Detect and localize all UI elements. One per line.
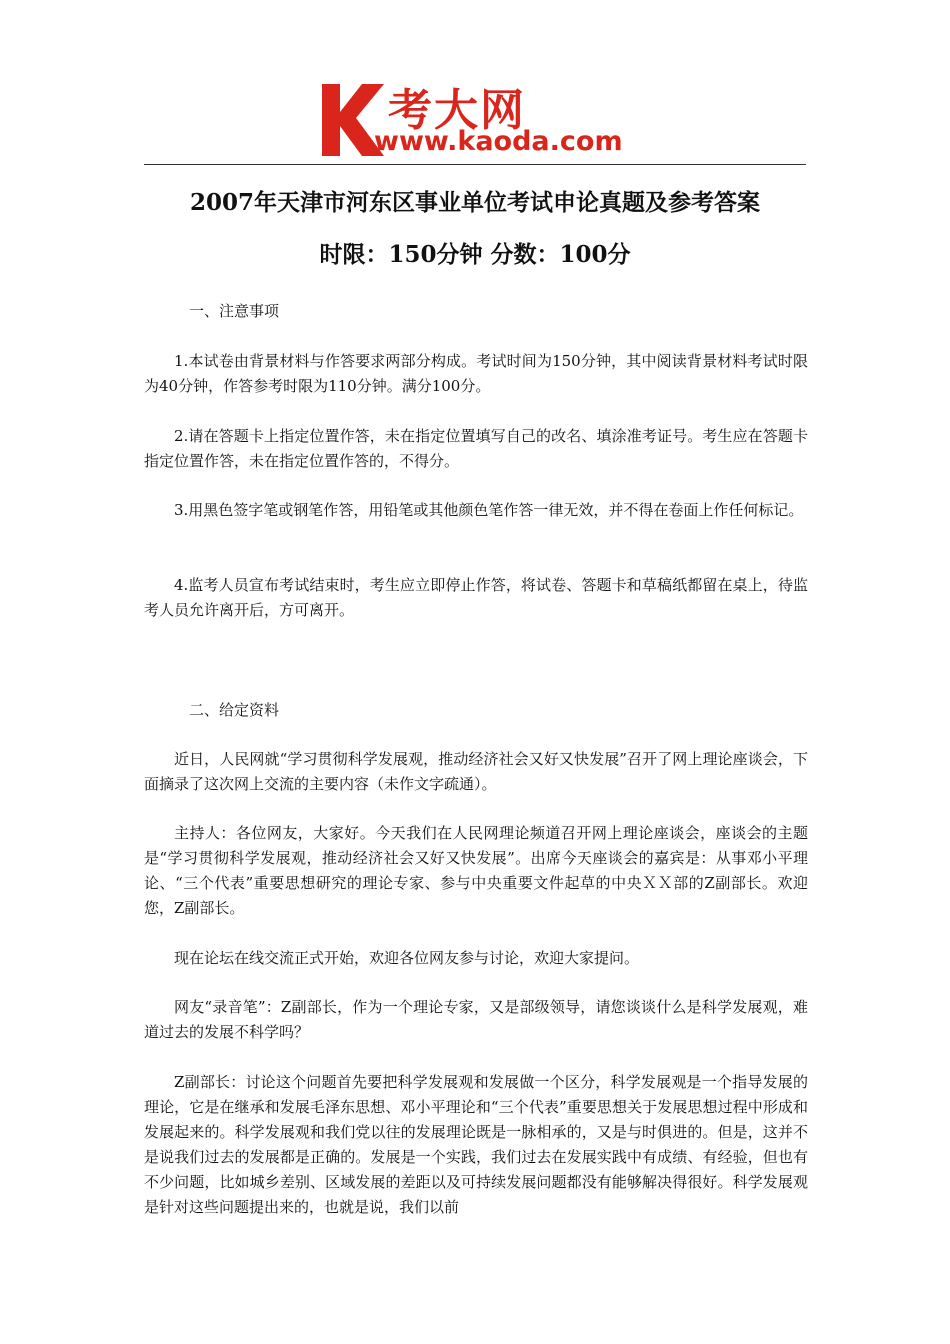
document-title: 2007年天津市河东区事业单位考试申论真题及参考答案 xyxy=(189,189,760,216)
section-heading-notes: 一、注意事项 xyxy=(189,302,280,320)
note-item: 1.本试卷由背景材料与作答要求两部分构成。考试时间为150分钟，其中阅读背景材料考试时限为40分钟，作答参考时限为110分钟。满分100分。 xyxy=(144,352,808,395)
note-item: 4.监考人员宣布考试结束时，考生应立即停止作答，将试卷、答题卡和草稿纸都留在桌上，待监考人员允许离开后，方可离开。 xyxy=(144,576,808,619)
section-heading-materials: 二、给定资料 xyxy=(189,701,280,719)
logo-title: 考大网 xyxy=(388,85,526,136)
header-divider xyxy=(144,164,806,165)
material-paragraph: 主持人：各位网友，大家好。今天我们在人民网理论频道召开网上理论座谈会，座谈会的主题是“学习贯彻科学发展观，推动经济社会又好又快发展”。出席今天座谈会的嘉宾是：从事邓小平理论、“三个代表”重要思想研究的理论专家、参与中央重要文件起草的中央ＸＸ部的Z副部长。欢迎您，Z副部长。 xyxy=(144,824,808,917)
note-item: 3.用黑色签字笔或钢笔作答，用铅笔或其他颜色笔作答一律无效，并不得在卷面上作任何标记。 xyxy=(174,501,804,519)
material-paragraph: 现在论坛在线交流正式开始，欢迎各位网友参与讨论，欢迎大家提问。 xyxy=(174,949,640,967)
logo-url: www.kaoda.com xyxy=(374,126,623,157)
material-paragraph: 近日，人民网就“学习贯彻科学发展观，推动经济社会又好又快发展”召开了网上理论座谈会，下面摘录了这次网上交流的主要内容（未作文字疏通）。 xyxy=(144,750,808,793)
material-paragraph: Z副部长：讨论这个问题首先要把科学发展观和发展做一个区分，科学发展观是一个指导发展的理论，它是在继承和发展毛泽东思想、邓小平理论和“三个代表”重要思想关于发展思想过程中形成和发展起来的。科学发展观和我们党以往的发展理论既是一脉相承的，又是与时俱进的。但是，这并不是说我们过去的发展都是正确的。发展是一个实践，我们过去在发展实践中有成绩、有经验，但也有不少问题，比如城乡差别、区域发展的差距以及可持续发展问题都没有能够解决得很好。科学发展观是针对这些问题提出来的，也就是说，我们以前 xyxy=(144,1073,808,1216)
document-subtitle: 时限：150分钟 分数：100分 xyxy=(319,241,631,268)
note-item: 2.请在答题卡上指定位置作答，未在指定位置填写自己的改名、填涂准考证号。考生应在答题卡指定位置作答，未在指定位置作答的，不得分。 xyxy=(144,427,808,470)
material-paragraph: 网友“录音笔”：Z副部长，作为一个理论专家，又是部级领导，请您谈谈什么是科学发展观，难道过去的发展不科学吗？ xyxy=(144,998,808,1041)
kaoda-logo xyxy=(318,78,648,160)
